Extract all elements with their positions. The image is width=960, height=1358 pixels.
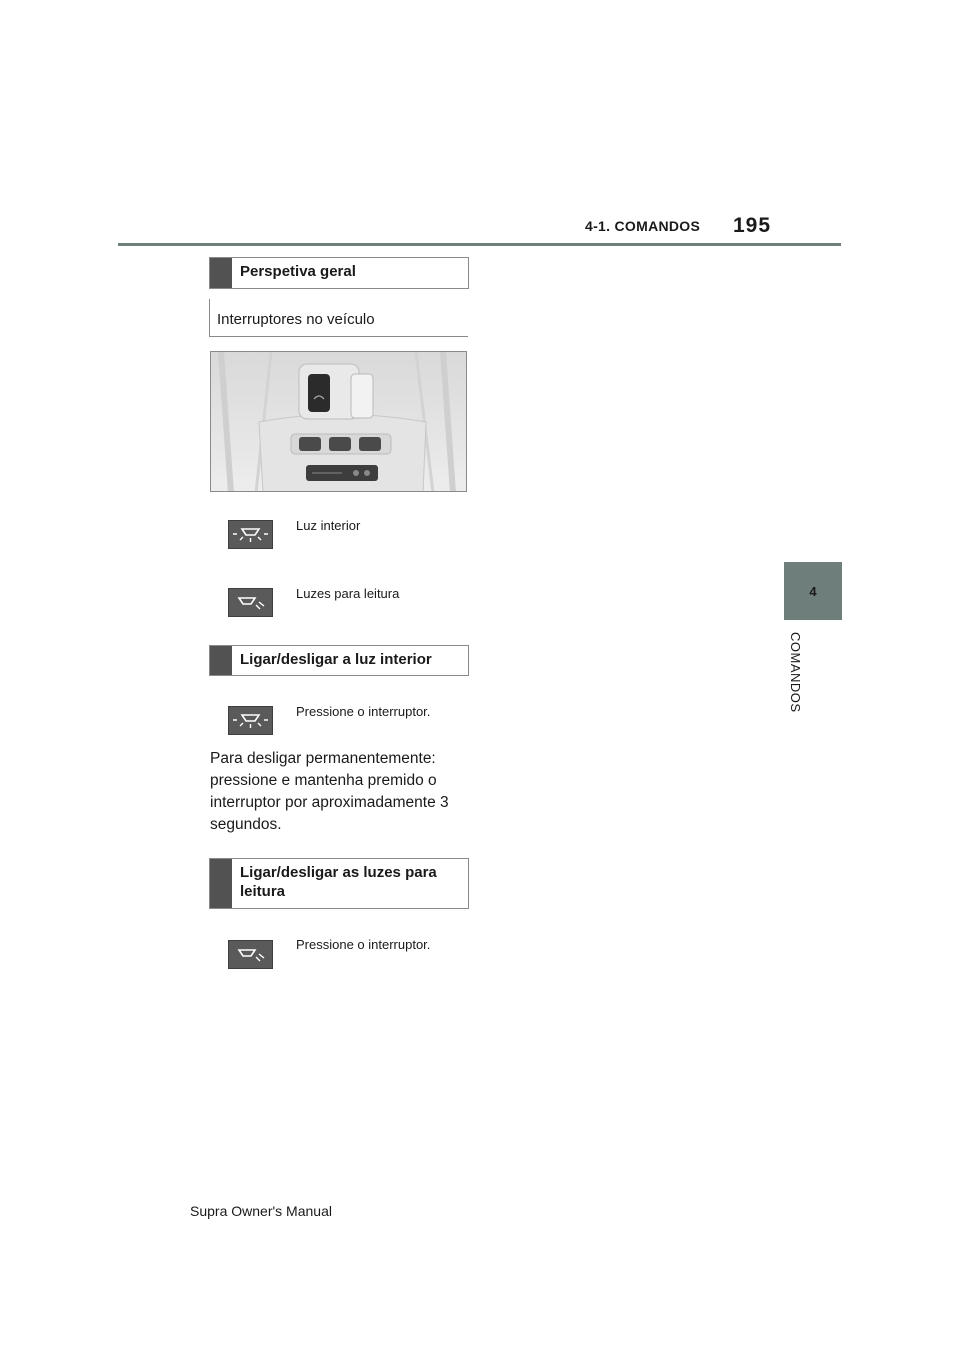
- section-code: 4-1. COMANDOS: [585, 218, 701, 234]
- press-switch-text: Pressione o interruptor.: [296, 704, 431, 719]
- section-bar: [210, 859, 232, 908]
- section-title: Ligar/desligar a luz interior: [240, 651, 432, 668]
- section-title: Ligar/desligar as luzes para leitura: [240, 864, 437, 900]
- interior-light-icon: [228, 520, 273, 549]
- chapter-tab[interactable]: [784, 562, 842, 620]
- chapter-number: 4: [809, 583, 817, 599]
- section-header-interior-light: [209, 645, 469, 676]
- reading-light-icon: [228, 588, 273, 617]
- chapter-title: COMANDOS: [788, 632, 803, 713]
- reading-light-icon: [228, 940, 273, 969]
- interior-light-label: Luz interior: [296, 518, 361, 533]
- section-title: Perspetiva geral: [240, 263, 356, 280]
- footer-manual-title: Supra Owner's Manual: [190, 1203, 332, 1219]
- interior-light-icon: [228, 706, 273, 735]
- section-header-reading-lights: [209, 858, 469, 909]
- section-bar: [210, 646, 232, 675]
- page-number: 195: [733, 214, 772, 237]
- section-header-overview: [209, 257, 469, 289]
- section-bar: [210, 258, 232, 288]
- reading-light-label: Luzes para leitura: [296, 586, 400, 601]
- overhead-console-photo: [210, 351, 467, 492]
- subheading-switches: Interruptores no veículo: [209, 299, 468, 337]
- press-switch-text: Pressione o interruptor.: [296, 937, 431, 952]
- chapter-title-vertical: [786, 632, 806, 732]
- header-rule: [118, 243, 841, 246]
- permanent-off-paragraph: Para desligar permanentemente: pressione e mantenha premido o interruptor por aproximadamente 3 segundos.: [210, 750, 449, 833]
